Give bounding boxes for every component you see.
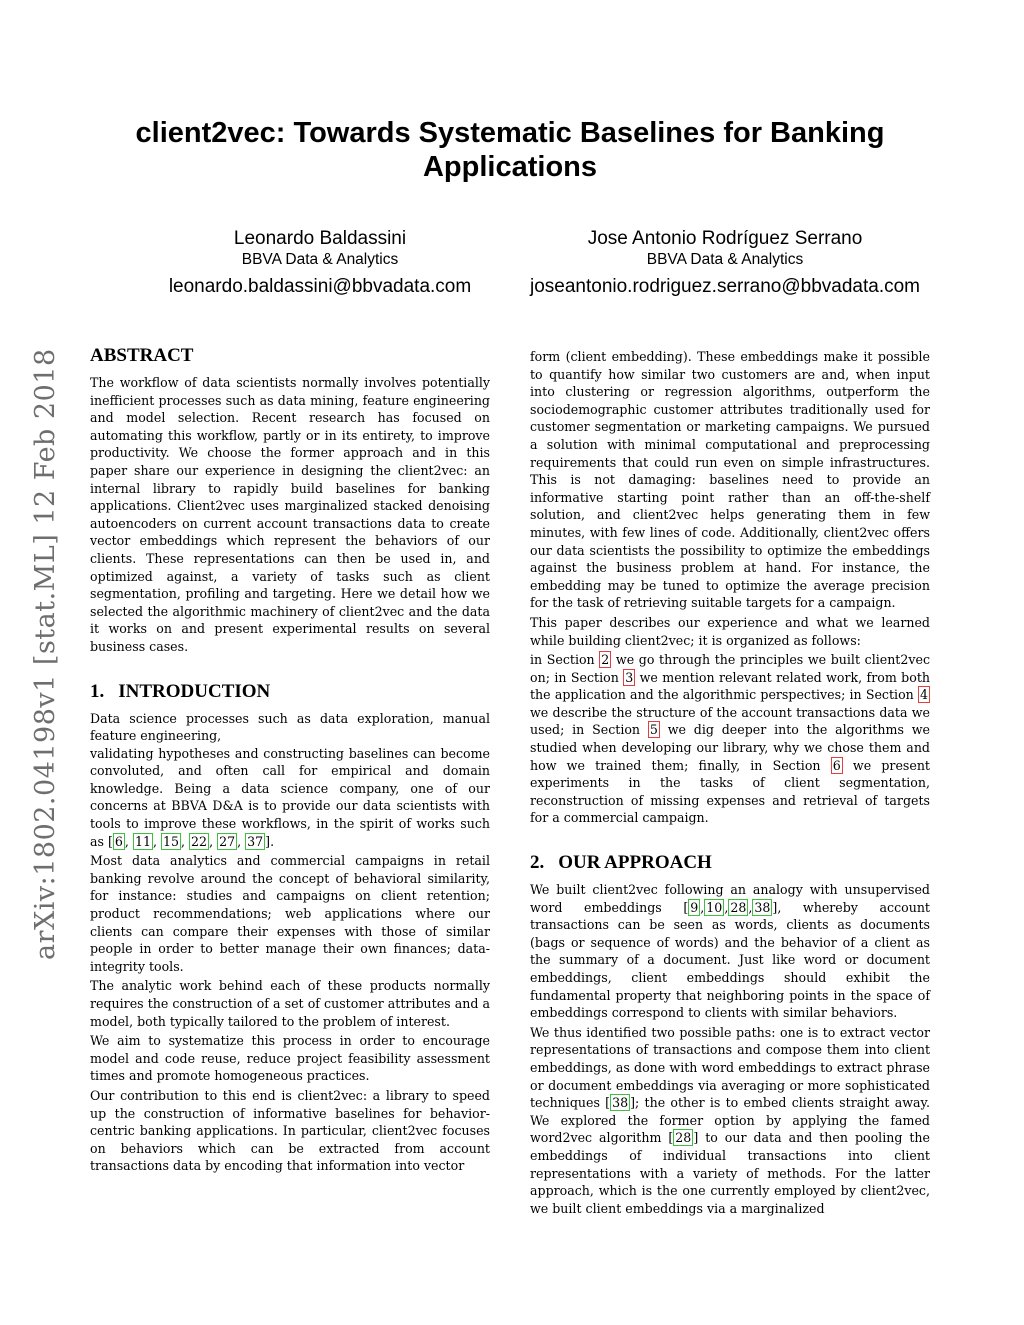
text: to our data and then pooling the embeddings of individual transactions into client representations with a variety of methods. For the latter approach, which is the one currently employed by client2vec, we built client embeddings via a marginalized [530, 1130, 930, 1216]
paragraph: form (client embedding). These embeddings make it possible to quantify how similar two customers are and, when input into clustering or regression algorithms, outperform the sociodemographic customer attributes traditionally used for customer segmentation or marketing campaigns. We pursued a solution with minimal computational and preprocessing requirements that could run even on simple infrastructures. This is not damaging: baselines need to provide an informative starting point rather than an off-the-shelf solution, and client2vec helps generating them in few minutes, with few lines of code. Additionally, client2vec offers our data scientists the possibility to optimize the embeddings against the business problem at hand. For instance, the embedding may be tuned to optimize the average precision for the task of retrieving suitable targets for a campaign. [530, 349, 930, 611]
paragraph: Our contribution to this end is client2vec: a library to speed up the construction of informative baselines for behavior-centric banking applications. In particular, client2vec focuses on behaviors which can be extracted from account transactions data by encoding that information into vector [90, 1087, 490, 1174]
text: Data science processes such as data exploration, manual feature engineering, [90, 710, 490, 744]
paper-title: client2vec: Towards Systematic Baselines for Banking Applications [135, 117, 885, 183]
author-block-2 [510, 228, 940, 299]
paragraph: Most data analytics and commercial campaigns in retail banking revolve around the concept of behavioral similarity, for instance: studies and campaigns on client retention; product recommendations; web applications where our clients can compare their expenses with those of similar people in order to better manage their own finances; data-integrity tools. [90, 853, 490, 974]
section-link[interactable]: 3 [625, 669, 634, 685]
paragraph: This paper describes our experience and what we learned while building client2vec; it is organized as follows: [530, 614, 930, 648]
author-affiliation: BBVA Data & Analytics [241, 251, 399, 268]
text: we dig deeper into the algorithms we studied when developing our library, why we chose them and how we trained them; finally, in Section [530, 722, 930, 773]
text: ; the other is to embed clients straight away. We explored the former option by applying the famed word2vec algorithm [530, 1095, 930, 1146]
author-name: Jose Antonio Rodríguez Serrano [587, 228, 863, 249]
text: We thus identified two possible paths: one is to extract vector representations of transactions and compose them into client embeddings, as done with word embeddings to extract phrase or document embeddings via averaging or more sophisticated techniques [530, 1024, 930, 1111]
paragraph: Data science processes such as data exploration, manual feature engineering, validating hypotheses and constructing baselines can become convoluted, and often call for empirical and domain knowledge. Being a data science company, one of our concerns at BBVA D&A is to provide our data scientists with tools to improve these workflows, in the spirit of works such as [ 6 , 11 , 15 , 22 , 27 , 37 ]. [90, 710, 490, 849]
text: in Section [530, 652, 600, 668]
section-number: 1. [90, 680, 105, 702]
right-column [530, 348, 930, 1219]
text: we mention relevant related work, from both the application and the algorithmic perspectives; in Section [530, 669, 930, 703]
citation-link[interactable]: 10 [706, 899, 723, 915]
citation-link[interactable]: 6 [114, 833, 123, 849]
author-email[interactable]: leonardo.baldassini@bbvadata.com [168, 276, 472, 297]
paragraph: The analytic work behind each of these products normally requires the construction of a set of customer attributes and a model, both typically tailored to the problem of interest. [90, 978, 490, 1029]
citation-link[interactable]: 38 [612, 1095, 629, 1111]
citation-link[interactable]: 27 [219, 833, 236, 849]
approach-heading [530, 851, 930, 875]
section-link[interactable]: 4 [919, 687, 928, 703]
author-email[interactable]: joseantonio.rodriguez.serrano@bbvadata.com [529, 276, 921, 297]
section-link[interactable]: 6 [832, 757, 841, 773]
abstract-text: The workflow of data scientists normally involves potentially inefficient processes such as data mining, feature engineering and model selection. Recent research has focused on automating this workflow, partly or in its entirety, to improve productivity. We choose the former approach and in this paper share our experience in designing the client2vec: an internal library to rapidly build baselines for banking applications. Client2vec uses marginalized stacked denoising autoencoders on current account transactions data to create vector embeddings which represent the behaviors of our clients. These representations can then be used in, and optimized against, a variety of tasks such as client segmentation, profiling and targeting. Here we detail how we selected the algorithmic machinery of client2vec and the data it works on and present experimental results on several business cases. [90, 375, 490, 654]
citation-link[interactable]: 38 [754, 899, 771, 915]
text: we present experiments in the tasks of client segmentation, reconstruction of missing expenses and retrieval of targets for a commercial campaign. [530, 757, 930, 826]
section-title: OUR APPROACH [558, 852, 712, 874]
section-link[interactable]: 2 [601, 652, 610, 668]
citation-link[interactable]: 22 [191, 833, 208, 849]
section-number: 2. [530, 852, 545, 874]
author-name: Leonardo Baldassini [233, 228, 407, 249]
citation-link[interactable]: 9 [690, 899, 699, 915]
author-affiliation: BBVA Data & Analytics [646, 251, 804, 268]
citation-link[interactable]: 28 [730, 899, 747, 915]
text: we go through the principles we built client2vec on; in Section [530, 652, 931, 685]
text: , whereby account transactions can be seen as words, clients as documents (bags or sequence of words) and the behavior of a client as the summary of a document. Just like word or document embeddings, client embeddings should exhibit the fundamental property that neighboring points in the space of embeddings correspond to clients with similar behaviors. [530, 899, 930, 1021]
citation-link[interactable]: 15 [162, 833, 180, 849]
arxiv-identifier[interactable]: arXiv:1802.04198v1 [stat.ML] 12 Feb 2018 [30, 348, 61, 960]
introduction-heading [90, 680, 490, 704]
paragraph: We built client2vec following an analogy with unsupervised word embeddings [ 9 , 10 , 28 , 38 ], whereby account transactions can be seen as words, clients as documents (bags or sequence of words) and the behavior of a client as the summary of a document. Just like word or document embeddings, client embeddings should exhibit the fundamental property that neighboring points in the space of embeddings correspond to clients with similar behaviors. [530, 882, 930, 1021]
text: we describe the structure of the account transactions data we used; in Section [530, 704, 930, 738]
citation-link[interactable]: 11 [134, 833, 151, 849]
paragraph [530, 651, 930, 827]
author-block-1 [140, 228, 500, 299]
citation-link[interactable]: 28 [675, 1130, 692, 1146]
paragraph: We thus identified two possible paths: one is to extract vector representations of transactions and compose them into client embeddings, as done with word embeddings to extract phrase or document embeddings via averaging or more sophisticated techniques [ 38 ]; the other is to embed clients straight away. We explored the former option by applying the famed word2vec algorithm [ 28 ] to our data and then pooling the embeddings of individual transactions into client representations with a variety of methods. For the latter approach, which is the one currently employed by client2vec, we built client embeddings via a marginalized [530, 1024, 930, 1216]
text: validating hypotheses and constructing baselines can become convoluted, and often call for empirical and domain knowledge. Being a data science company, one of our concerns at BBVA D&A is to provide our data scientists with tools to improve these workflows, in the spirit of works such as [90, 745, 490, 849]
paragraph: We aim to systematize this process in order to encourage model and code reuse, reduce project feasibility assessment times and promote homogeneous practices. [90, 1033, 490, 1084]
section-title: INTRODUCTION [118, 680, 271, 702]
text: We built client2vec following an analogy with unsupervised word embeddings [530, 882, 930, 915]
text: . [270, 833, 275, 849]
left-column [90, 344, 490, 1177]
citation-link[interactable]: 37 [247, 833, 264, 849]
abstract-heading: ABSTRACT [90, 345, 194, 366]
section-link[interactable]: 5 [649, 722, 658, 738]
